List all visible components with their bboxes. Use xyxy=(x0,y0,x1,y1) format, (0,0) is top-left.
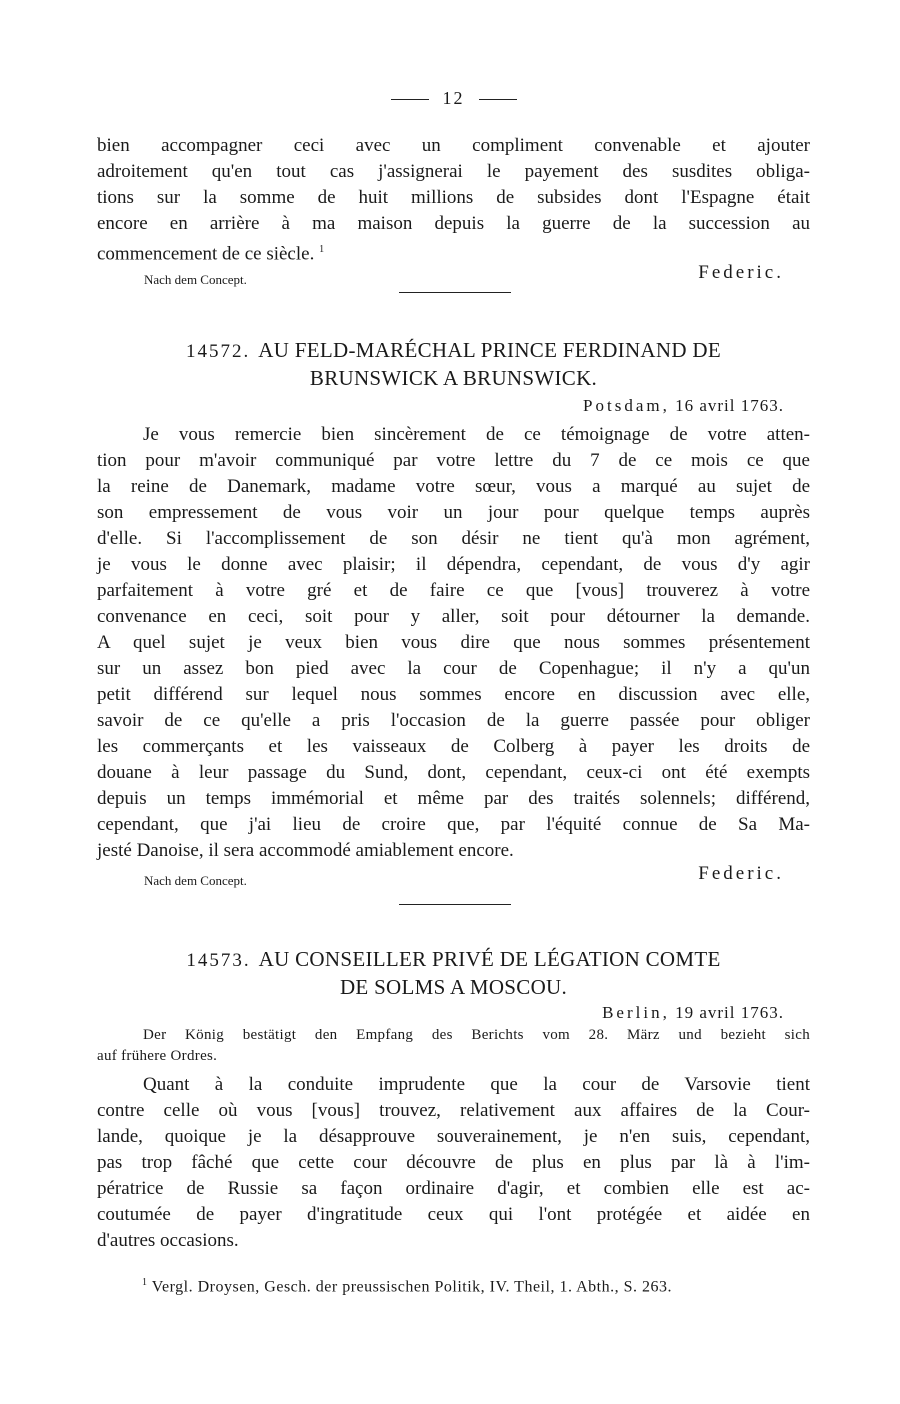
letter-14573-line: coutumée de payer d'ingratitude ceux qui l'ont protégée et aidée en xyxy=(97,1204,810,1225)
letter-14572-line: petit différend sur lequel nous sommes encore en discussion avec elle, xyxy=(97,684,810,705)
letter-14573-line: pératrice de Russie sa façon ordinaire d'agir, et combien elle est ac- xyxy=(97,1178,810,1199)
letter-14573-summary-line: Der König bestätigt den Empfang des Berichts vom 28. März und bezieht sich xyxy=(143,1027,810,1043)
letter-14573-line: pas trop fâché que cette cour découvre de plus en plus par là à l'im- xyxy=(97,1152,810,1173)
page-number-dash-right xyxy=(479,99,517,100)
intro-signature: Federic. xyxy=(698,262,784,283)
letter-14573-date: 19 avril 1763. xyxy=(675,1003,784,1022)
letter-14572-line: douane à leur passage du Sund, dont, cependant, ceux-ci ont été exempts xyxy=(97,762,810,783)
letter-14572-date: 16 avril 1763. xyxy=(675,396,784,415)
letter-14572-line: parfaitement à votre gré et de faire ce que [vous] trouverez à votre xyxy=(97,580,810,601)
letter-14573-summary-line: auf frühere Ordres. xyxy=(97,1048,218,1064)
page-number xyxy=(97,88,810,109)
intro-line-text: commencement de ce siècle. xyxy=(97,243,315,265)
intro-line: adroitement qu'en tout cas j'assignerai le payement des susdites obliga- xyxy=(97,161,810,182)
page-number-dash-left xyxy=(391,99,429,100)
intro-source-note: Nach dem Concept. xyxy=(144,272,247,287)
letter-14572-line: je vous le donne avec plaisir; il dépendra, cependant, de vous d'y agir xyxy=(97,554,810,575)
letter-14572-signature: Federic. xyxy=(698,863,784,884)
letter-14572-line: tion pour m'avoir communiqué par votre lettre du 7 de ce mois ce que xyxy=(97,450,810,471)
letter-14573-summary xyxy=(97,1025,810,1067)
letter-14573-line: lande, quoique je la désapprouve souverainement, je n'en suis, cependant, xyxy=(97,1126,810,1147)
letter-14573-heading-line1 xyxy=(97,946,810,974)
letter-14572-line: cependant, que j'ai lieu de croire que, par l'équité connue de Sa Ma- xyxy=(97,814,810,835)
letter-14572-place: Potsdam, xyxy=(583,396,670,415)
letter-14572-source-note: Nach dem Concept. xyxy=(144,873,247,888)
letter-14572-heading xyxy=(97,337,810,391)
letter-14572-line: jesté Danoise, il sera accommodé amiablement encore. xyxy=(97,840,514,861)
letter-14572-line: son empressement de vous voir un jour pour quelque temps auprès xyxy=(97,502,810,523)
letter-14572-line: convenance en ceci, soit pour y aller, soit pour détourner la demande. xyxy=(97,606,810,627)
letter-14573-dateline xyxy=(602,1003,784,1023)
letter-14572-line: savoir de ce qu'elle a pris l'occasion de la guerre passée pour obliger xyxy=(97,710,810,731)
letter-14572-line: les commerçants et les vaisseaux de Colberg à payer les droits de xyxy=(97,736,810,757)
footnote-mark: 1 xyxy=(142,1277,148,1288)
intro-paragraph xyxy=(97,133,810,267)
letter-14573-line: Quant à la conduite imprudente que la cour de Varsovie tient xyxy=(143,1074,810,1095)
letter-14573-line: contre celle où vous [vous] trouvez, relativement aux affaires de la Cour- xyxy=(97,1100,810,1121)
letter-14573-line: d'autres occasions. xyxy=(97,1230,239,1251)
letter-14572-line: sur un assez bon pied avec la cour de Copenhague; il n'y a qu'un xyxy=(97,658,810,679)
letter-14572-heading-text: AU FELD-MARÉCHAL PRINCE FERDINAND DE xyxy=(258,338,721,362)
letter-14572-line: A quel sujet je veux bien vous dire que nous sommes présentement xyxy=(97,632,810,653)
letter-14572-heading-line2: BRUNSWICK A BRUNSWICK. xyxy=(309,366,598,390)
intro-line: tions sur la somme de huit millions de subsides dont l'Espagne était xyxy=(97,187,810,208)
letter-14573-body xyxy=(97,1072,810,1254)
letter-14573-heading-text: AU CONSEILLER PRIVÉ DE LÉGATION COMTE xyxy=(258,947,721,971)
section-divider xyxy=(399,292,511,293)
letter-14573-number: 14573. xyxy=(186,950,251,971)
letter-14573-place: Berlin, xyxy=(602,1003,670,1022)
footnote-text: Vergl. Droysen, Gesch. der preussischen Politik, IV. Theil, 1. Abth., S. 263. xyxy=(151,1278,672,1296)
footnote xyxy=(142,1277,672,1296)
letter-14572-number: 14572. xyxy=(186,341,251,362)
letter-14572-line: d'elle. Si l'accomplissement de son désir ne tient qu'à mon agrément, xyxy=(97,528,810,549)
footnote-reference: 1 xyxy=(319,244,325,255)
letter-14572-body xyxy=(97,422,810,864)
letter-14572-line: Je vous remercie bien sincèrement de ce témoignage de votre atten- xyxy=(143,424,810,445)
letter-14573-heading-line2: DE SOLMS A MOSCOU. xyxy=(339,975,568,999)
section-divider xyxy=(399,904,511,905)
intro-line: bien accompagner ceci avec un compliment convenable et ajouter xyxy=(97,135,810,156)
letter-14572-line: la reine de Danemark, madame votre sœur, vous a marqué au sujet de xyxy=(97,476,810,497)
letter-14572-line: depuis un temps immémorial et même par des traités solennels; différend, xyxy=(97,788,810,809)
letter-14572-heading-line1 xyxy=(97,337,810,365)
page-number-text: 12 xyxy=(442,88,465,108)
letter-14573-heading xyxy=(97,946,810,1000)
letter-14572-dateline xyxy=(583,396,784,416)
intro-line: encore en arrière à ma maison depuis la guerre de la succession au xyxy=(97,213,810,234)
